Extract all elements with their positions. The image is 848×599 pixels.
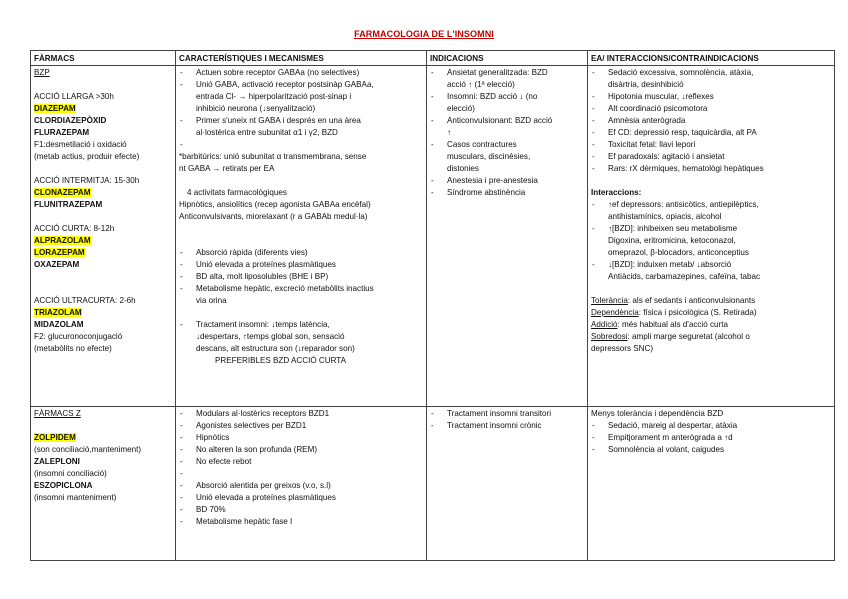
z-caract-cell <box>176 407 427 561</box>
header-row <box>31 51 835 66</box>
list-item: - Ef paradoxals: agitació i ansietat <box>591 151 831 163</box>
header-farmacs: FÀRMACS <box>31 51 176 66</box>
list-item: - Síndrome abstinència <box>430 187 584 199</box>
list-item-continuation: elecció) <box>447 104 475 113</box>
bzp-indications-list <box>430 67 584 199</box>
list-item: - Toxicitat fetal: llavi lepori <box>591 139 831 151</box>
list-item: - Sedació excessiva, somnolència, atàxia, <box>591 67 831 79</box>
llarga-note: F1:desmetilació i oxidació <box>34 140 127 149</box>
list-item: - Absorció ràpida (diferents vies) <box>179 247 423 259</box>
list-item <box>179 139 423 151</box>
list-item: - Hipnòtics <box>179 432 423 444</box>
addicio-label: Addició <box>591 320 618 329</box>
accio-llarga-label: ACCIÓ LLARGA >30h <box>34 92 114 101</box>
page-title: FARMACOLOGIA DE L'INSOMNI <box>354 29 494 39</box>
list-item-continuation: inhibició neurona (↓senyalització) <box>196 104 316 113</box>
bzp-caract-cell <box>176 66 427 407</box>
list-item: - BD alta, molt liposolubles (BHE i BP) <box>179 271 423 283</box>
list-item: - Unió GABA, activació receptor postsinàp GABAa, <box>179 79 423 91</box>
interaccions-title: Interaccions: <box>591 188 642 197</box>
sobredosi-label: Sobredosi <box>591 332 628 341</box>
list-item: - Rars: rX dèrmiques, hematològi hepàtiques <box>591 163 831 175</box>
dependencia-label: Dependència <box>591 308 639 317</box>
accio-curta-label: ACCIÓ CURTA: 8-12h <box>34 224 115 233</box>
ultracurta-note-2: (metabòlits no efecte) <box>34 344 112 353</box>
z-ea-cell <box>588 407 835 561</box>
list-item-continuation: distonies <box>447 164 479 173</box>
bzp-row <box>31 66 835 407</box>
header-ea: EA/ INTERACCIONS/CONTRAINDICACIONS <box>588 51 835 66</box>
bzp-adverse-effects-list <box>591 67 831 175</box>
drug-clordiazepoxid: CLORDIAZEPÒXID <box>34 116 107 125</box>
drug-clonazepam: CLONAZEPAM <box>34 188 91 197</box>
list-item: - Empitjorament m anterògrada a ↑d <box>591 432 831 444</box>
z-drugs-row <box>31 407 835 561</box>
barbiturics-note: *barbitúrics: unió subunitat α transmembrana, sense <box>179 152 367 161</box>
drug-zaleploni: ZALEPLONI <box>34 457 80 466</box>
drug-eszopiclona: ESZOPICLONA <box>34 481 93 490</box>
list-item-continuation: Antiàcids, carbamazepines, cafeïna, tabac <box>608 272 761 281</box>
zaleploni-note: (insomni conciliació) <box>34 469 107 478</box>
sobredosi-text: : ampli marge seguretat (alcohol o <box>627 332 750 341</box>
list-item: - Tractament insomni: ↓temps latència, <box>179 319 423 331</box>
bzp-mechanism-list <box>179 67 423 151</box>
accio-ultracurta-label: ACCIÓ ULTRACURTA: 2-6h <box>34 296 136 305</box>
list-item: - Unió elevada a proteïnes plasmàtiques <box>179 259 423 271</box>
zolpidem-note: (son conciliació,manteniment) <box>34 445 142 454</box>
list-item: - ↓[BZD]: induixen metab/ ↓absorció <box>591 259 831 271</box>
list-item-continuation: entrada Cl- → hiperpolarització post-sinap i <box>196 92 352 101</box>
addicio-text: : més habitual als d'acció curta <box>617 320 728 329</box>
list-item-continuation: via orina <box>196 296 227 305</box>
drug-zolpidem: ZOLPIDEM <box>34 433 76 442</box>
dependencia-text: : física i psicològica (S. Retirada) <box>638 308 757 317</box>
list-item-continuation: Digoxina, eritromicina, ketoconazol, <box>608 236 736 245</box>
list-item: - Amnèsia anterògrada <box>591 115 831 127</box>
list-item: - Tractament insomni transitori <box>430 408 584 420</box>
bzp-indic-cell <box>427 66 588 407</box>
bzp-ea-cell <box>588 66 835 407</box>
sobredosi-text-2: depressors SNC) <box>591 344 654 353</box>
list-item: - Insomni: BZD acció ↓ (no <box>430 91 584 103</box>
list-item: - Tractament insomni crònic <box>430 420 584 432</box>
z-ea-title: Menys tolerància i dependència BZD <box>591 409 724 418</box>
list-item: - Metabolisme hepàtic, excreció metabòlits inactius <box>179 283 423 295</box>
sobredosi-line <box>591 331 831 343</box>
accio-intermitja-label: ACCIÓ INTERMITJA: 15-30h <box>34 176 140 185</box>
drug-diazepam: DIAZEPAM <box>34 104 76 113</box>
drug-midazolam: MIDAZOLAM <box>34 320 84 329</box>
eszopiclona-note: (insomni manteniment) <box>34 493 117 502</box>
list-item: - Hipotonia muscular, ↓reflexes <box>591 91 831 103</box>
list-item-continuation: acció ↑ (1ª elecció) <box>447 80 515 89</box>
list-item: - Ansietat generalitzada: BZD <box>430 67 584 79</box>
header-caracteristiques: CARACTERÍSTIQUES I MECANISMES <box>176 51 427 66</box>
tolerancia-label: Tolerància <box>591 296 628 305</box>
list-item-continuation: disàrtria, desinhibició <box>608 80 684 89</box>
drug-oxazepam: OXAZEPAM <box>34 260 80 269</box>
list-item-continuation: ↑ <box>447 128 452 137</box>
z-farmacs-cell <box>31 407 176 561</box>
list-item-continuation: antihistamínics, opiacis, alcohol <box>608 212 722 221</box>
list-item-continuation: omeprazol, β-blocadors, anticonceptius <box>608 248 749 257</box>
list-item-continuation: musculars, discinèsies, <box>447 152 531 161</box>
drug-flunitrazepam: FLUNITRAZEPAM <box>34 200 103 209</box>
list-item <box>179 468 423 480</box>
list-item: - Sedació, mareig al despertar, atàxia <box>591 420 831 432</box>
activitat-1: Hipnòtics, ansiolítics (recep agonista GABAa encèfal) <box>179 200 371 209</box>
list-item: - Casos contractures <box>430 139 584 151</box>
list-item: - Primer s'uneix nt GABA i després en una àrea <box>179 115 423 127</box>
drug-alprazolam: ALPRAZOLAM <box>34 236 91 245</box>
list-item-continuation: descans, alt estructura son (↓reparador son) <box>196 344 355 353</box>
list-item: - ↑ef depressors: antisicòtics, antiepilèptics, <box>591 199 831 211</box>
list-item: - Alt coordinació psicomotora <box>591 103 831 115</box>
dependencia-line <box>591 307 831 319</box>
tolerancia-line <box>591 295 831 307</box>
list-item: - No efecte rebot <box>179 456 423 468</box>
list-item-continuation: al·lostèrica entre subunitat α1 i γ2, BZD <box>196 128 338 137</box>
drug-triazolam: TRIAZOLAM <box>34 308 82 317</box>
z-indic-cell <box>427 407 588 561</box>
list-item: - Anestesia i pre-anestesia <box>430 175 584 187</box>
preferibles-note: PREFERIBLES BZD ACCIÓ CURTA <box>215 356 347 365</box>
list-item: - BD 70% <box>179 504 423 516</box>
tolerancia-text: : als ef sedants i anticonvulsionants <box>627 296 756 305</box>
list-item: - Modulars al·lostèrics receptors BZD1 <box>179 408 423 420</box>
bzp-farmacs-cell <box>31 66 176 407</box>
list-item: - Anticonvulsionant: BZD acció <box>430 115 584 127</box>
z-indications-list <box>430 408 584 432</box>
list-item: - No alteren la son profunda (REM) <box>179 444 423 456</box>
z-adverse-effects-list <box>591 420 831 456</box>
header-indicacions: INDICACIONS <box>427 51 588 66</box>
addicio-line <box>591 319 831 331</box>
list-item: - ↑[BZD]: inhibeixen seu metabolisme <box>591 223 831 235</box>
list-item: - Somnolència al volant, caigudes <box>591 444 831 456</box>
activitat-2: Anticonvulsivants, miorelaxant (r a GABAb medul·la) <box>179 212 368 221</box>
z-group-label: FÀRMACS Z <box>34 409 81 418</box>
ultracurta-note: F2: glucuronoconjugació <box>34 332 123 341</box>
list-item: - Absorció alentida per greixos (v.o, s.l) <box>179 480 423 492</box>
bzp-group-label: BZP <box>34 68 50 77</box>
list-item: - Agonistes selectives per BZD1 <box>179 420 423 432</box>
pharmacology-table <box>30 50 835 561</box>
bzp-pk-list <box>179 247 423 307</box>
list-item: - Ef CD: depressió resp, taquicàrdia, alt PA <box>591 127 831 139</box>
activitats-title: 4 activitats farmacològiques <box>187 188 287 197</box>
bzp-interactions-list <box>591 199 831 283</box>
bzp-treatment-list <box>179 319 423 355</box>
z-mechanism-list <box>179 408 423 528</box>
drug-flurazepam: FLURAZEPAM <box>34 128 90 137</box>
list-item: - Metabolisme hepàtic fase I <box>179 516 423 528</box>
list-item: - Unió elevada a proteïnes plasmàtiques <box>179 492 423 504</box>
llarga-note-2: (metab actius, produir efecte) <box>34 152 140 161</box>
drug-lorazepam: LORAZEPAM <box>34 248 85 257</box>
barbiturics-note-2: nt GABA → retirats per EA <box>179 164 275 173</box>
list-item: - Actuen sobre receptor GABAa (no selectives) <box>179 67 423 79</box>
list-item-continuation: ↓despertars, ↑temps global son, sensació <box>196 332 345 341</box>
